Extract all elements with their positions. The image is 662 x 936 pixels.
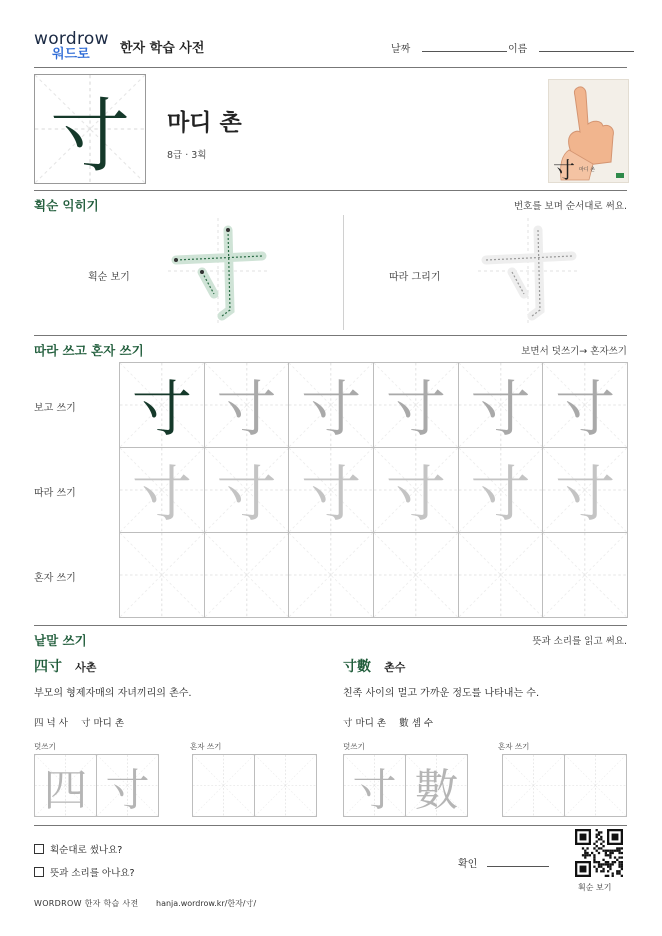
checkbox-1[interactable]	[34, 844, 44, 854]
practice-cell[interactable]	[458, 532, 544, 618]
practice-cell[interactable]	[458, 362, 544, 448]
practice-row-label-2: 따라 쓰기	[34, 488, 76, 499]
words-section-title: 낱말 쓰기	[34, 633, 87, 648]
practice-cell[interactable]	[373, 447, 459, 533]
practice-cell[interactable]	[542, 362, 628, 448]
stroke-view-diagram	[168, 218, 268, 324]
practice-cell[interactable]	[542, 447, 628, 533]
word-1-alone-box[interactable]	[192, 754, 255, 817]
practice-cell[interactable]	[458, 447, 544, 533]
hero-picture	[548, 79, 629, 183]
practice-cell[interactable]	[288, 362, 374, 448]
practice-cell[interactable]	[204, 447, 290, 533]
practice-cell[interactable]	[288, 532, 374, 618]
word-2-part-1-gloss: 마디 촌	[355, 718, 387, 729]
stroke-divider	[343, 215, 344, 330]
practice-cell[interactable]	[119, 532, 205, 618]
logo-korean: 워드로	[52, 47, 90, 62]
words-divider-bottom	[34, 825, 627, 826]
confirm-label: 확인	[458, 859, 478, 870]
word-1-part-1-char: 四	[34, 718, 44, 729]
stroke-section-title: 획순 익히기	[34, 198, 99, 213]
checklist-item-2[interactable]	[34, 865, 135, 879]
word-2-part-1-char: 寸	[343, 718, 353, 729]
word-2-reading: 촌수	[384, 661, 406, 674]
date-field[interactable]	[422, 51, 507, 52]
word-1-reading: 사촌	[75, 661, 97, 674]
qr-label: 획순 보기	[578, 883, 612, 892]
word-2-definition: 친족 사이의 멀고 가까운 정도를 나타내는 수.	[343, 688, 540, 699]
logo	[34, 30, 114, 64]
words-section-hint: 뜻과 소리를 읽고 써요.	[532, 636, 627, 647]
checkbox-2[interactable]	[34, 867, 44, 877]
hero-meaning: 마디 촌	[167, 110, 242, 136]
picture-caption: 마디 촌	[579, 167, 596, 173]
word-1-trace-box[interactable]	[34, 754, 97, 817]
word-2-hanja: 寸數	[343, 659, 371, 675]
practice-character: 寸	[555, 460, 616, 530]
practice-cell[interactable]	[119, 447, 205, 533]
word-1-trace-char: 四	[43, 764, 88, 816]
practice-character: 寸	[301, 460, 362, 530]
practice-cell[interactable]	[373, 532, 459, 618]
word-1-trace-label: 덧쓰기	[34, 742, 56, 751]
word-1-trace-char: 寸	[105, 764, 150, 816]
word-1-heading	[34, 656, 96, 676]
word-1-alone-label: 혼자 쓰기	[190, 742, 222, 751]
hero-divider	[34, 190, 627, 191]
word-2-trace-box[interactable]	[343, 754, 406, 817]
practice-cell[interactable]	[119, 362, 205, 448]
practice-character: 寸	[555, 375, 616, 445]
name-label: 이름	[508, 44, 528, 55]
word-1-alone-box[interactable]	[254, 754, 317, 817]
word-2-alone-label: 혼자 쓰기	[498, 742, 530, 751]
word-2-trace-label: 덧쓰기	[343, 742, 365, 751]
picture-character: 寸	[553, 159, 576, 183]
hero-character-box	[34, 74, 146, 184]
date-label: 날짜	[391, 44, 411, 55]
word-1-trace-box[interactable]	[96, 754, 159, 817]
practice-cell[interactable]	[288, 447, 374, 533]
hero-info: 8급 · 3획	[167, 150, 207, 161]
practice-character: 寸	[216, 460, 277, 530]
practice-character: 寸	[301, 375, 362, 445]
practice-character: 寸	[216, 375, 277, 445]
stroke-section-hint: 번호를 보며 순서대로 써요.	[513, 201, 627, 212]
qr-code-icon[interactable]	[575, 829, 623, 877]
word-1-part-2-char: 寸	[80, 718, 91, 729]
practice-character: 寸	[131, 375, 192, 445]
practice-cell[interactable]	[373, 362, 459, 448]
practice-cell[interactable]	[542, 532, 628, 618]
practice-divider-bottom	[34, 625, 627, 626]
confirm-field[interactable]	[458, 855, 549, 870]
page-title: 한자 학습 사전	[120, 41, 205, 56]
word-2-alone-box[interactable]	[564, 754, 627, 817]
checklist-label-2: 뜻과 소리를 아나요?	[50, 868, 135, 879]
practice-character: 寸	[470, 460, 531, 530]
practice-row-label-3: 혼자 쓰기	[34, 573, 76, 584]
word-2-heading	[343, 656, 405, 676]
stroke-trace-diagram[interactable]	[478, 218, 578, 324]
footer-brand: WORDROW 한자 학습 사전	[34, 899, 139, 908]
hero-character: 寸	[50, 89, 130, 183]
word-2-trace-char: 數	[414, 764, 459, 816]
word-1-part-1-gloss: 넉 사	[46, 718, 68, 729]
practice-section-title: 따라 쓰고 혼자 쓰기	[34, 343, 144, 358]
practice-cell[interactable]	[204, 362, 290, 448]
header-divider	[34, 67, 627, 68]
checklist-label-1: 획순대로 썼나요?	[50, 845, 123, 856]
stroke-divider-bottom	[34, 335, 627, 336]
practice-grid	[119, 362, 627, 617]
practice-character: 寸	[385, 375, 446, 445]
name-field[interactable]	[539, 51, 634, 52]
logo-wordmark: wordrow	[34, 29, 109, 49]
practice-character: 寸	[470, 375, 531, 445]
word-2-trace-box[interactable]	[405, 754, 468, 817]
word-2-trace-char: 寸	[352, 764, 397, 816]
stroke-trace-label: 따라 그리기	[389, 272, 441, 283]
checklist-item-1[interactable]	[34, 842, 122, 856]
word-2-alone-box[interactable]	[502, 754, 565, 817]
word-1-definition: 부모의 형제자매의 자녀끼리의 촌수.	[34, 688, 192, 699]
word-2-part-2-gloss: 셈 수	[411, 718, 434, 729]
confirm-line[interactable]	[487, 866, 549, 867]
footer-url[interactable]: hanja.wordrow.kr/한자/寸/	[156, 899, 257, 908]
stroke-view-label: 획순 보기	[88, 272, 130, 283]
practice-character: 寸	[131, 460, 192, 530]
word-1-part-2-gloss: 마디 촌	[93, 718, 125, 729]
word-1-hanja: 四寸	[34, 659, 62, 675]
word-1-parts	[34, 715, 124, 729]
word-2-parts	[343, 715, 433, 729]
practice-row-label-1: 보고 쓰기	[34, 403, 76, 414]
practice-section-hint: 보면서 덧쓰기→ 혼자쓰기	[521, 346, 627, 357]
practice-cell[interactable]	[204, 532, 290, 618]
practice-character: 寸	[385, 460, 446, 530]
picture-badge	[616, 173, 624, 178]
word-2-part-2-char: 數	[399, 718, 409, 729]
